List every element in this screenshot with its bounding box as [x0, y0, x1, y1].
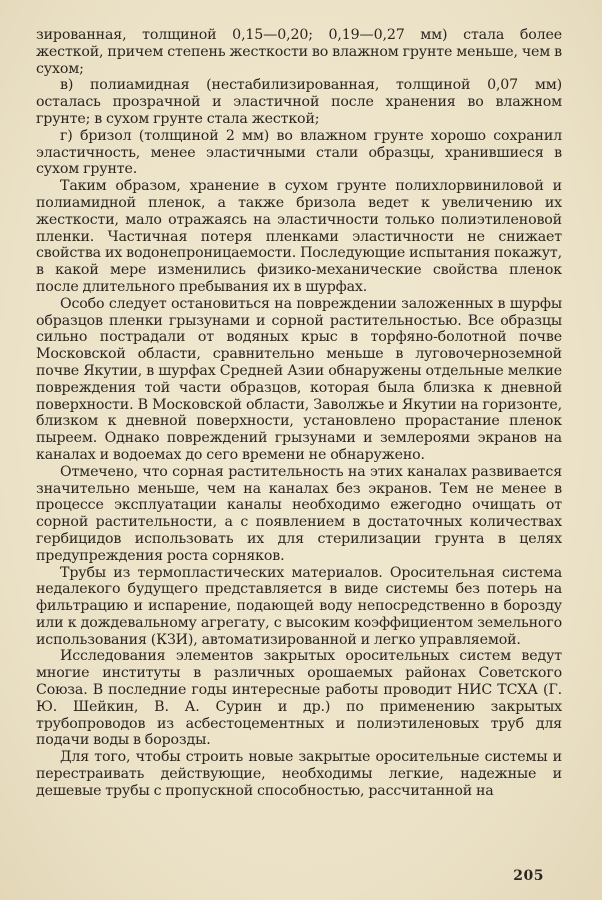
paragraph-conclusion: Таким образом, хранение в сухом грунте полихлорвиниловой и полиамидной пленок, а также бризола ведет к увеличению их жесткости, мало отражаясь на эластичности только полиэтиленовой пленки. Частичная потеря пленками эластичности не снижает свойства их водонепроницаемости. Последующие испытания покажут, в какой мере изменились физико-механические свойства пленок после длительного пребывания их в шурфах.	[36, 178, 562, 295]
paragraph-rodent-damage: Особо следует остановиться на повреждении заложенных в шурфы образцов пленки грызунами и сорной растительностью. Все образцы сильно пострадали от водяных крыс в торфяно-болотной почве Московской области, сравнительно меньше в луговочерноземной почве Якутии, в шурфах Средней Азии обнаружены отдельные мелкие повреждения той части образцов, которая была близка к дневной поверхности. В Московской области, Заволжье и Якутии на горизонте, близком к дневной поверхности, установлено прорастание пленок пыреем. Однако повреждений грызунами и землероями экранов на каналах и водоемах до сего времени не обнаружено.	[36, 295, 562, 463]
paragraph-item-v: в) полиамидная (нестабилизированная, толщиной 0,07 мм) осталась прозрачной и эластичной после хранения во влажном грунте; в сухом грунте стала жесткой;	[36, 77, 562, 127]
paragraph-pipes: Трубы из термопластических материалов. Оросительная система недалекого будущего представляется в виде системы без потерь на фильтрацию и испарение, подающей воду непосредственно в борозду или к дождевальному агрегату, с высоким коэффициентом земельного использования (КЗИ), автоматизированной и легко управляемой.	[36, 564, 562, 648]
paragraph-research: Исследования элементов закрытых оросительных систем ведут многие институты в различных орошаемых районах Советского Союза. В последние годы интересные работы проводит НИС ТСХА (Г. Ю. Шейкин, В. А. Сурин и др.) по применению закрытых трубопроводов из асбестоцементных и полиэтиленовых труб для подачи воды в борозды.	[36, 648, 562, 749]
paragraph-continuation: зированная, толщиной 0,15—0,20; 0,19—0,27 мм) стала более жесткой, причем степень жесткости во влажном грунте меньше, чем в сухом;	[36, 27, 562, 77]
paragraph-weeds: Отмечено, что сорная растительность на этих каналах развивается значительно меньше, чем на каналах без экранов. Тем не менее в процессе эксплуатации каналы необходимо ежегодно очищать от сорной растительности, а с появлением в достаточных количествах гербицидов использовать их для стерилизации грунта в целях предупреждения роста сорняков.	[36, 463, 562, 564]
paragraph-item-g: г) бризол (толщиной 2 мм) во влажном грунте хорошо сохранил эластичность, менее эластичными стали образцы, хранившиеся в сухом грунте.	[36, 127, 562, 178]
paragraph-new-systems: Для того, чтобы строить новые закрытые оросительные системы и перестраивать действующие, необходимы легкие, надежные и дешевые трубы с пропускной способностью, рассчитанной на	[36, 749, 562, 799]
page-number: 205	[513, 868, 544, 884]
